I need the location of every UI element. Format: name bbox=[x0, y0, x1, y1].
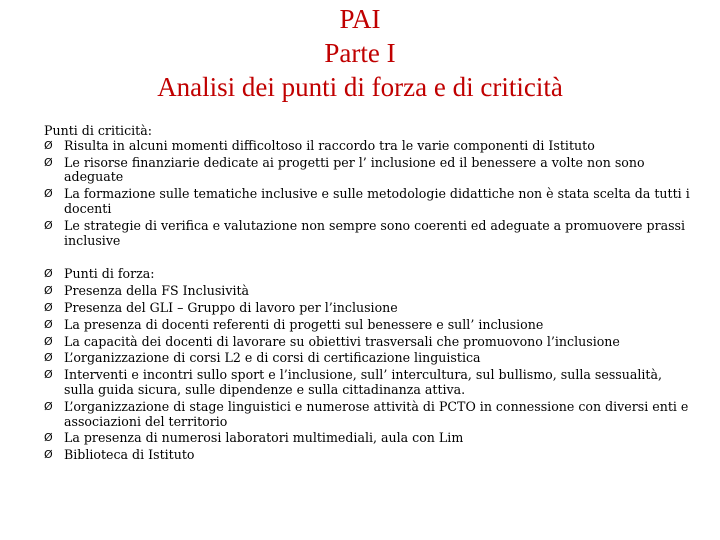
list-item-text: Le risorse finanziarie dedicate ai progetti per l’ inclusione ed il benessere a volte non sono adeguate bbox=[64, 154, 645, 185]
list-item-text: Presenza della FS Inclusività bbox=[64, 283, 250, 299]
list-item bbox=[44, 400, 694, 430]
list-item-text: Biblioteca di Istituto bbox=[64, 447, 195, 463]
list-item-text: L’organizzazione di stage linguistici e numerose attività di PCTO in connessione con diversi enti e associazioni del territorio bbox=[64, 398, 689, 429]
list-item bbox=[44, 301, 694, 316]
list-item-text: Punti di forza: bbox=[64, 266, 155, 282]
list-item bbox=[44, 139, 694, 154]
list-item-text: La presenza di numerosi laboratori multimediali, aula con Lim bbox=[64, 430, 464, 446]
list-item-text: Risulta in alcuni momenti difficoltoso il raccordo tra le varie componenti di Istituto bbox=[64, 137, 595, 153]
list-item-text: L’organizzazione di corsi L2 e di corsi di certificazione linguistica bbox=[64, 350, 481, 366]
arrow-bullet-icon: Ø bbox=[44, 267, 53, 281]
list-item bbox=[44, 267, 694, 282]
list-item bbox=[44, 219, 694, 249]
list-item-text: La presenza di docenti referenti di progetti sul benessere e sull’ inclusione bbox=[64, 316, 544, 332]
list-item-text: La formazione sulle tematiche inclusive e sulle metodologie didattiche non è stata scelta da tutti i docenti bbox=[64, 186, 690, 216]
arrow-bullet-icon: Ø bbox=[44, 351, 53, 365]
arrow-bullet-icon: Ø bbox=[44, 138, 53, 152]
arrow-bullet-icon: Ø bbox=[44, 334, 53, 348]
arrow-bullet-icon: Ø bbox=[44, 368, 53, 382]
arrow-bullet-icon: Ø bbox=[44, 431, 53, 445]
list-item bbox=[44, 431, 694, 446]
arrow-bullet-icon: Ø bbox=[44, 317, 53, 331]
forza-list bbox=[44, 267, 694, 463]
list-item-text: Interventi e incontri sullo sport e l’inclusione, sull’ intercultura, sul bullismo, sulla sessualità, sulla guida sicura, sulle dipendenze e sulla cittadinanza attiva. bbox=[64, 367, 663, 397]
title-line-analisi: Analisi dei punti di forza e di criticità bbox=[157, 72, 563, 102]
arrow-bullet-icon: Ø bbox=[44, 399, 53, 413]
title-line-pai: PAI bbox=[339, 4, 381, 34]
arrow-bullet-icon: Ø bbox=[44, 284, 53, 298]
arrow-bullet-icon: Ø bbox=[44, 300, 53, 314]
arrow-bullet-icon: Ø bbox=[44, 155, 53, 169]
list-item bbox=[44, 318, 694, 333]
list-item bbox=[44, 448, 694, 463]
list-item bbox=[44, 156, 694, 186]
section-gap bbox=[44, 250, 694, 267]
title-line-parte: Parte I bbox=[324, 38, 396, 68]
list-item bbox=[44, 335, 694, 350]
criticita-list bbox=[44, 139, 694, 249]
arrow-bullet-icon: Ø bbox=[44, 187, 53, 201]
list-item bbox=[44, 284, 694, 299]
list-item bbox=[44, 368, 694, 398]
criticita-heading: Punti di criticità: bbox=[44, 123, 152, 138]
arrow-bullet-icon: Ø bbox=[44, 218, 53, 232]
list-item bbox=[44, 187, 694, 217]
slide-body bbox=[44, 124, 694, 465]
list-item-text: Le strategie di verifica e valutazione non sempre sono coerenti ed adeguate a promuovere prassi inclusive bbox=[64, 217, 686, 248]
list-item bbox=[44, 351, 694, 366]
list-item-text: Presenza del GLI – Gruppo di lavoro per l’inclusione bbox=[64, 299, 398, 315]
slide-title bbox=[0, 2, 720, 104]
arrow-bullet-icon: Ø bbox=[44, 448, 53, 462]
list-item-text: La capacità dei docenti di lavorare su obiettivi trasversali che promuovono l’inclusione bbox=[64, 333, 620, 349]
